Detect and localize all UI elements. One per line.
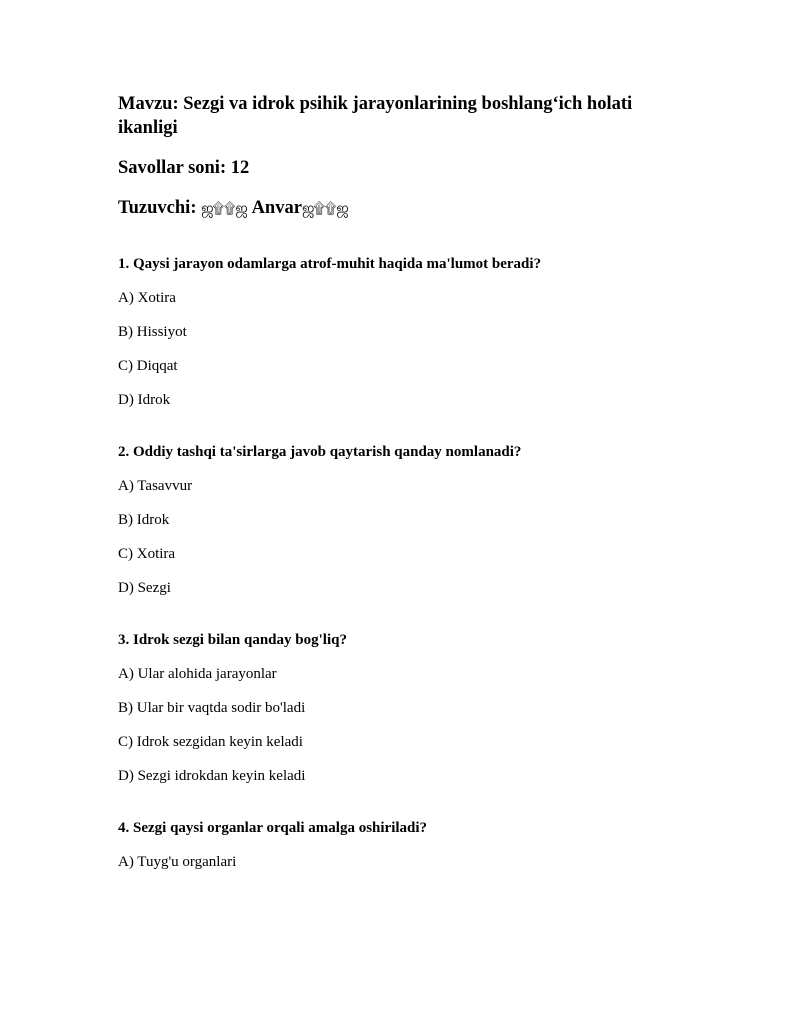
author-decoration-left: ஜ۩۩ஜ (201, 199, 247, 217)
question-block-4 (118, 819, 678, 871)
question-block-2 (118, 443, 678, 597)
option-d: D) Idrok (118, 392, 171, 408)
question-block-3 (118, 631, 678, 785)
option-b: B) Idrok (118, 512, 170, 528)
option-c: C) Idrok sezgidan keyin keladi (118, 734, 303, 750)
question-text: 4. Sezgi qaysi organlar orqali amalga oshiriladi? (118, 820, 428, 836)
option-d: D) Sezgi idrokdan keyin keladi (118, 768, 306, 784)
question-text: 3. Idrok sezgi bilan qanday bog'liq? (118, 632, 347, 648)
option-a: A) Tasavvur (118, 478, 193, 494)
question-text: 1. Qaysi jarayon odamlarga atrof-muhit haqida ma'lumot beradi? (118, 256, 542, 272)
option-a: A) Ular alohida jarayonlar (118, 666, 277, 682)
document-page (118, 92, 678, 887)
option-a: A) Xotira (118, 290, 176, 306)
author-name: Anvar (251, 198, 302, 218)
author-label: Tuzuvchi: (118, 198, 197, 218)
question-block-1 (118, 255, 678, 409)
option-b: B) Hissiyot (118, 324, 187, 340)
topic-title: Mavzu: Sezgi va idrok psihik jarayonlarining boshlang‘ich holati ikanligi (118, 94, 633, 138)
option-d: D) Sezgi (118, 580, 171, 596)
question-text: 2. Oddiy tashqi ta'sirlarga javob qaytarish qanday nomlanadi? (118, 444, 522, 460)
author-line (118, 196, 678, 220)
author-decoration-right: ஜ۩۩ஜ (301, 199, 348, 217)
option-c: C) Diqqat (118, 358, 178, 374)
option-a: A) Tuyg'u organlari (118, 854, 237, 870)
question-count: Savollar soni: 12 (118, 158, 250, 178)
option-c: C) Xotira (118, 546, 176, 562)
option-b: B) Ular bir vaqtda sodir bo'ladi (118, 700, 306, 716)
